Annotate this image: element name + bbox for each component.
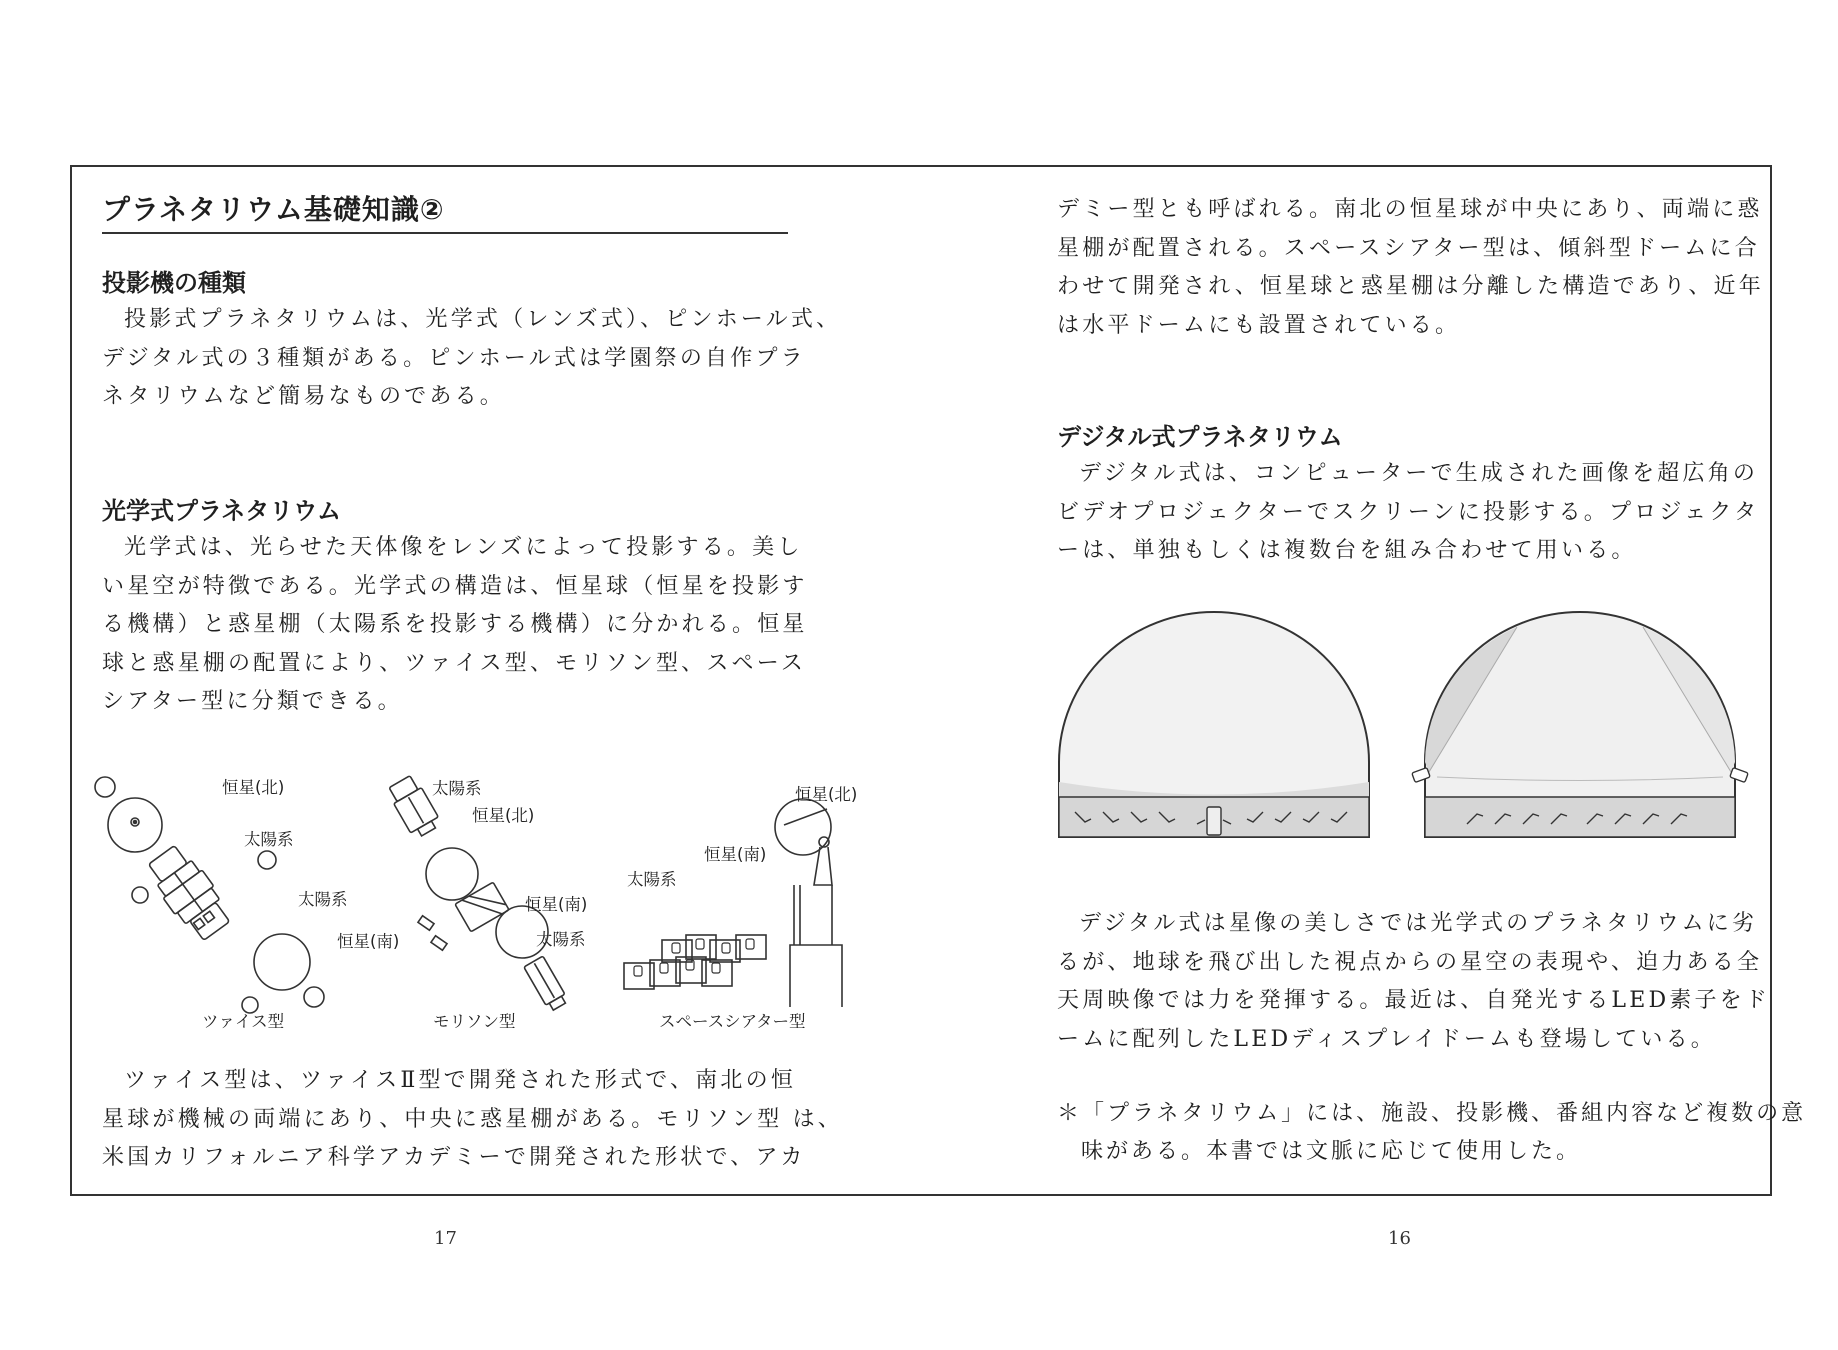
space-theater-projector-drawing xyxy=(624,799,842,1007)
label-zeiss-solar-1: 太陽系 xyxy=(244,830,294,849)
text-line: デジタル式の３種類がある。ピンホール式は学園祭の自作プラ xyxy=(102,345,806,371)
text-line: 味がある。本書では文脈に応じて使用した。 xyxy=(1081,1139,1582,1164)
paragraph-optical xyxy=(102,529,808,722)
zeiss-projector-drawing xyxy=(95,777,324,1013)
footnote xyxy=(1057,1095,1807,1171)
text-line: ＊「プラネタリウム」には、施設、投影機、番組内容など複数の意 xyxy=(1057,1101,1807,1126)
text-line: 米国カリフォルニア科学アカデミーで開発された形状で、アカ xyxy=(102,1145,806,1170)
text-line: ーは、単独もしくは複数台を組み合わせて用いる。 xyxy=(1057,538,1637,563)
text-line: 天周映像では力を発揮する。最近は、自発光するLED素子をド xyxy=(1057,988,1771,1013)
label-zeiss-solar-2: 太陽系 xyxy=(298,890,348,909)
projector-types-illustration xyxy=(72,767,858,1031)
label-zeiss-type: ツァイス型 xyxy=(202,1012,285,1031)
text-line: る機構）と惑星棚（太陽系を投影する機構）に分かれる。恒星 xyxy=(102,612,808,637)
label-space-theater-type: スペースシアター型 xyxy=(659,1012,806,1031)
text-line: 光学式は、光らせた天体像をレンズによって投影する。美し xyxy=(124,535,803,560)
page-number-left: 17 xyxy=(434,1228,457,1249)
label-morrison-solar-1: 太陽系 xyxy=(432,779,482,798)
single-projector-dome-drawing xyxy=(1059,612,1369,837)
text-line: デジタル式は星像の美しさでは光学式のプラネタリウムに劣 xyxy=(1079,911,1758,936)
text-line: 投影式プラネタリウムは、光学式（レンズ式）、ピンホール式、 xyxy=(124,307,842,332)
text-line: は水平ドームにも設置されている。 xyxy=(1057,312,1461,338)
paragraph-types-explanation xyxy=(102,1062,843,1178)
label-morrison-star-south: 恒星(南) xyxy=(525,895,588,914)
paragraph-projector-types xyxy=(102,301,842,417)
page-frame xyxy=(70,165,1807,1196)
page-title: プラネタリウム基礎知識② xyxy=(102,190,788,234)
text-line: い星空が特徴である。光学式の構造は、恒星球（恒星を投影す xyxy=(102,573,808,599)
text-line: ームに配列したLEDディスプレイドームも登場している。 xyxy=(1057,1026,1716,1052)
text-line: ネタリウムなど簡易なものである。 xyxy=(102,384,505,409)
text-line: ビデオプロジェクターでスクリーンに投影する。プロジェクタ xyxy=(1057,499,1760,525)
page-number-right: 16 xyxy=(1388,1228,1411,1249)
heading-digital: デジタル式プラネタリウム xyxy=(1057,423,1343,451)
heading-optical: 光学式プラネタリウム xyxy=(102,497,342,525)
text-line: ツァイス型は、ツァイスⅡ型で開発された形式で、南北の恒 xyxy=(124,1068,797,1093)
label-zeiss-star-north: 恒星(北) xyxy=(222,778,285,797)
heading-projector-types: 投影機の種類 xyxy=(102,269,246,297)
text-line: るが、地球を飛び出した視点からの星空の表現や、迫力ある全 xyxy=(1057,949,1763,975)
multi-projector-dome-drawing xyxy=(1412,612,1748,837)
text-line: 星棚が配置される。スペースシアター型は、傾斜型ドームに合 xyxy=(1057,235,1760,261)
label-morrison-solar-2: 太陽系 xyxy=(536,930,586,949)
label-space-star-north: 恒星(北) xyxy=(795,785,858,804)
text-line: シアター型に分類できる。 xyxy=(102,689,403,714)
label-morrison-star-north: 恒星(北) xyxy=(472,806,535,825)
label-space-star-south: 恒星(南) xyxy=(704,845,767,864)
text-line: わせて開発され、恒星球と惑星棚は分離した構造であり、近年 xyxy=(1057,274,1764,299)
digital-dome-illustration xyxy=(1047,612,1757,842)
paragraph-continued xyxy=(1057,191,1764,345)
label-zeiss-star-south: 恒星(南) xyxy=(337,932,400,951)
text-line: デミー型とも呼ばれる。南北の恒星球が中央にあり、両端に惑 xyxy=(1057,197,1763,222)
paragraph-digital xyxy=(1057,455,1760,571)
text-line: デジタル式は、コンピューターで生成された画像を超広角の xyxy=(1079,461,1759,486)
paragraph-digital-merits xyxy=(1057,905,1771,1059)
label-morrison-type: モリソン型 xyxy=(433,1012,516,1031)
text-line: 球と惑星棚の配置により、ツァイス型、モリソン型、スペース xyxy=(102,650,807,676)
text-line: 星球が機械の両端にあり、中央に惑星棚がある。モリソン型 は、 xyxy=(102,1106,843,1132)
label-space-solar: 太陽系 xyxy=(627,870,677,889)
